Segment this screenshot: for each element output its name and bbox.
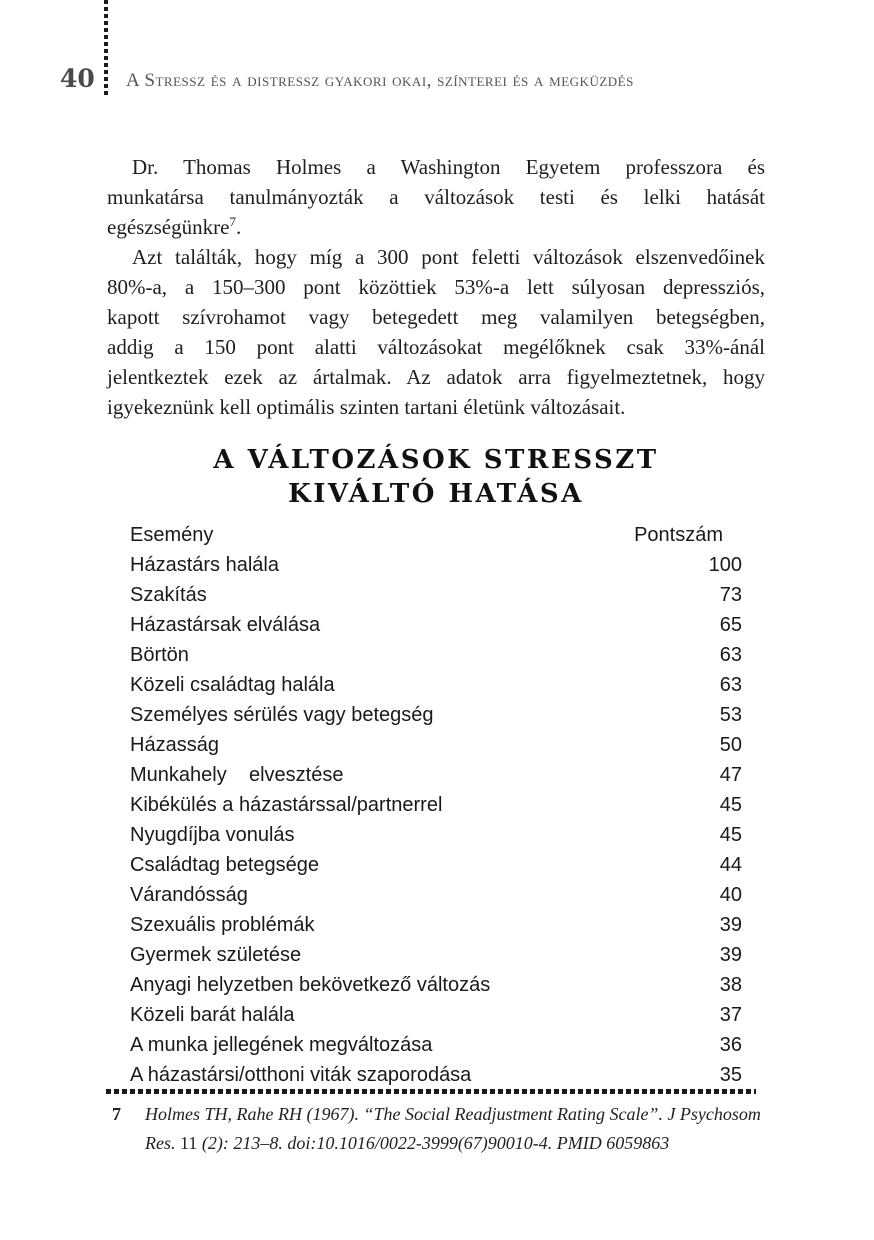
section-heading [107,443,765,511]
event-cell: Nyugdíjba vonulás [130,824,295,846]
footnote-reference: 7 [229,214,236,229]
points-cell: 47 [719,764,742,786]
page-body [107,152,765,1090]
event-cell: Munkahely elvesztése [130,764,344,786]
header-vertical-dotted-rule [104,0,108,98]
paragraph-line [107,212,765,242]
points-cell: 100 [708,554,742,576]
event-cell: Gyermek születése [130,944,302,966]
event-cell: Közeli családtag halála [130,674,335,696]
column-header-points: Pontszám [634,524,723,546]
table-row [130,610,742,640]
table-row [130,580,742,610]
paragraph-line: Dr. Thomas Holmes a Washington Egyetem professzora és [132,155,765,179]
footnote-line: Holmes TH, Rahe RH (1967). “The Social Readjustment Rating Scale”. J Psychosom [145,1104,761,1124]
table-row [130,1000,742,1030]
table-row [130,910,742,940]
event-cell: Házasság [130,734,219,756]
paragraph-text: egészségünkre [107,215,230,239]
running-title: A Stressz és a distressz gyakori okai, színterei és a megküzdés [126,70,634,91]
section-heading-line: KIVÁLTÓ HATÁSA [288,479,584,509]
paragraph-line: 80%-a, a 150–300 pont közöttiek 53%-a lett súlyosan depressziós, [107,275,765,299]
event-cell: Házastárs halála [130,554,279,576]
table-row [130,640,742,670]
points-cell: 36 [719,1034,742,1056]
paragraph-2 [107,242,765,422]
points-cell: 53 [719,704,742,726]
points-cell: 39 [719,944,742,966]
points-cell: 65 [719,614,742,636]
paragraph-line: addig a 150 pont alatti változásokat megélőknek csak 33%-ánál [107,335,765,359]
events-table [130,520,742,1090]
page-number: 40 [60,64,95,93]
footnote-dotted-rule [106,1089,756,1094]
section-heading-line: A VÁLTOZÁSOK STRESSZT [213,445,659,475]
points-cell: 45 [719,824,742,846]
event-cell: Börtön [130,644,189,666]
points-cell: 37 [719,1004,742,1026]
points-cell: 39 [719,914,742,936]
footnote-line [145,1129,801,1158]
event-cell: A házastársi/otthoni viták szaporodása [130,1064,472,1086]
paragraph-text: . [235,215,242,239]
points-cell: 44 [719,854,742,876]
table-row [130,820,742,850]
footnote-marker: 7 [112,1104,121,1124]
event-cell: Szakítás [130,584,207,606]
table-row [130,550,742,580]
points-cell: 73 [719,584,742,606]
event-cell: Szexuális problémák [130,914,315,936]
event-cell: Várandósság [130,884,248,906]
column-header-event: Esemény [130,524,214,546]
event-cell: Közeli barát halála [130,1004,295,1026]
table-row [130,1030,742,1060]
event-cell: Anyagi helyzetben bekövetkező változás [130,974,491,996]
points-cell: 45 [719,794,742,816]
table-row [130,730,742,760]
points-cell: 38 [719,974,742,996]
table-row [130,760,742,790]
table-row [130,700,742,730]
table-row [130,940,742,970]
table-row [130,1060,742,1090]
points-cell: 63 [719,674,742,696]
footnote [107,1100,801,1158]
paragraph-line: kapott szívrohamot vagy betegedett meg valamilyen betegségben, [107,305,765,329]
paragraph-line: Azt találták, hogy míg a 300 pont feletti változások elszenvedőinek [132,245,765,269]
points-cell: 35 [719,1064,742,1086]
points-cell: 63 [719,644,742,666]
footnote-volume: 11 [180,1133,198,1153]
paragraph-line: jelentkeztek ezek az ártalmak. Az adatok arra figyelmeztetnek, hogy [107,365,765,389]
table-row [130,880,742,910]
table-header-row [130,520,742,550]
paragraph-1 [107,152,765,242]
table-row [130,670,742,700]
event-cell: Házastársak elválása [130,614,321,636]
footnote-citation-part: (2): 213–8. doi:10.1016/0022-3999(67)90010-4. PMID 6059863 [197,1133,670,1153]
event-cell: Kibékülés a házastárssal/partnerrel [130,794,443,816]
paragraph-line: munkatársa tanulmányozták a változások testi és lelki hatását [107,185,765,209]
table-row [130,850,742,880]
points-cell: 40 [719,884,742,906]
points-cell: 50 [719,734,742,756]
table-row [130,970,742,1000]
event-cell: Családtag betegsége [130,854,320,876]
footnote-citation-part: Res. [145,1133,180,1153]
footnote-text [145,1100,801,1158]
event-cell: Személyes sérülés vagy betegség [130,704,434,726]
event-cell: A munka jellegének megváltozása [130,1034,433,1056]
paragraph-line: igyekeznünk kell optimális szinten tartani életünk változásait. [107,395,626,419]
table-row [130,790,742,820]
